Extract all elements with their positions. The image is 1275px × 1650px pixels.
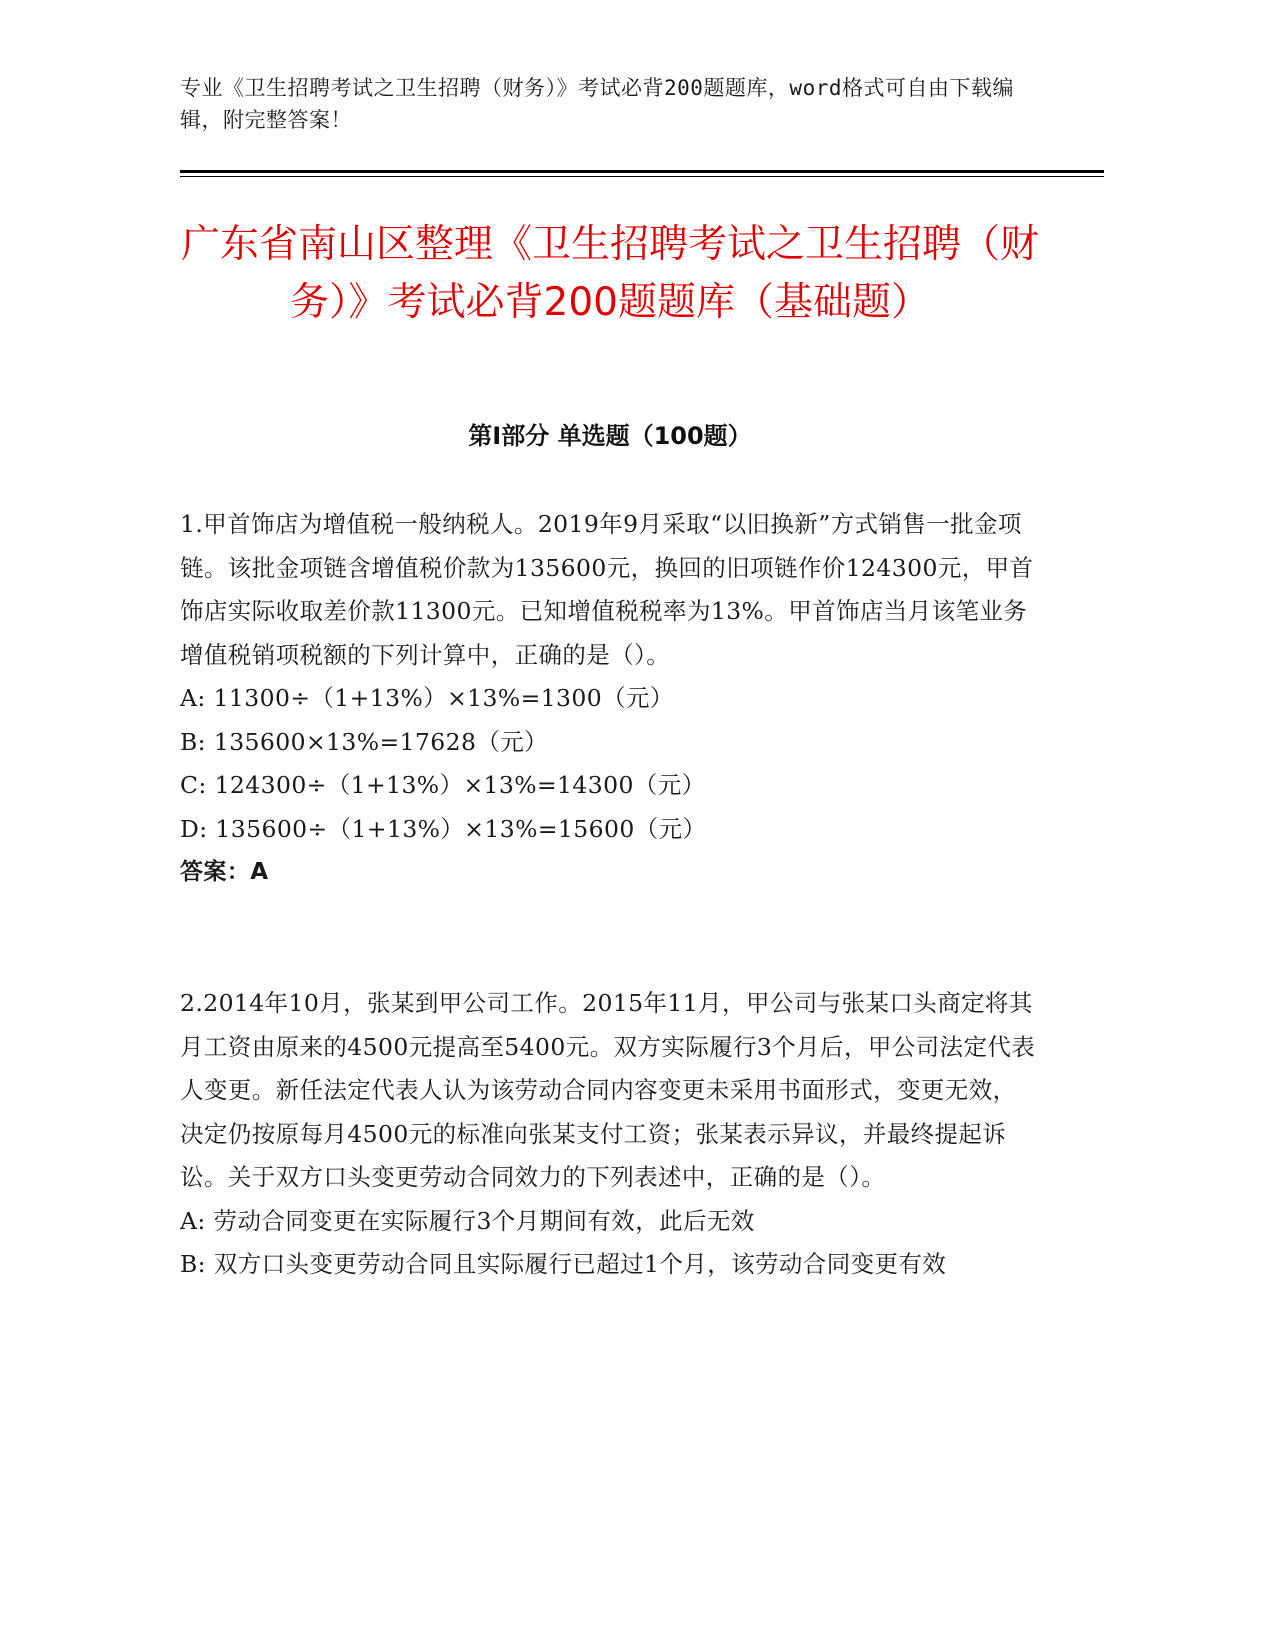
document-title: 广东省南山区整理《卫生招聘考试之卫生招聘（财务）》考试必背200题题库（基础题） [180, 222, 1039, 325]
question-2 [180, 982, 1040, 1287]
question-1 [180, 503, 1040, 895]
option-a: A: 劳动合同变更在实际履行3个月期间有效，此后无效 [180, 1206, 755, 1235]
header-divider-thick [180, 170, 1104, 173]
question-stem: 2.2014年10月，张某到甲公司工作。2015年11月，甲公司与张某口头商定将其月工资由原来的4500元提高至5400元。双方实际履行3个月后，甲公司法定代表人变更。新任法定代表人认为该劳动合同内容变更未采用书面形式，变更无效，决定仍按原每月4500元的标准向张某支付工资；张某表示异议，并最终提起诉讼。关于双方口头变更劳动合同效力的下列表述中，正确的是（）。 [180, 989, 1036, 1191]
option-a: A: 11300÷（1+13%）×13%=1300（元） [180, 684, 674, 712]
section-heading: 第I部分 单选题（100题） [468, 422, 752, 450]
header-divider-thin [180, 176, 1104, 177]
answer: 答案：A [180, 859, 269, 885]
question-stem: 1.甲首饰店为增值税一般纳税人。2019年9月采取“以旧换新”方式销售一批金项链。该批金项链含增值税价款为135600元，换回的旧项链作价124300元，甲首饰店实际收取差价款11300元。已知增值税税率为13%。甲首饰店当月该笔业务增值税销项税额的下列计算中，正确的是（）。 [180, 510, 1034, 669]
option-d: D: 135600÷（1+13%）×13%=15600（元） [180, 814, 707, 843]
header-note: 专业《卫生招聘考试之卫生招聘（财务）》考试必背200题题库，word格式可自由下载编辑，附完整答案！ [180, 76, 1014, 132]
option-b: B: 135600×13%=17628（元） [180, 727, 549, 756]
option-b: B: 双方口头变更劳动合同且实际履行已超过1个月，该劳动合同变更有效 [180, 1250, 947, 1278]
option-c: C: 124300÷（1+13%）×13%=14300（元） [180, 771, 706, 799]
